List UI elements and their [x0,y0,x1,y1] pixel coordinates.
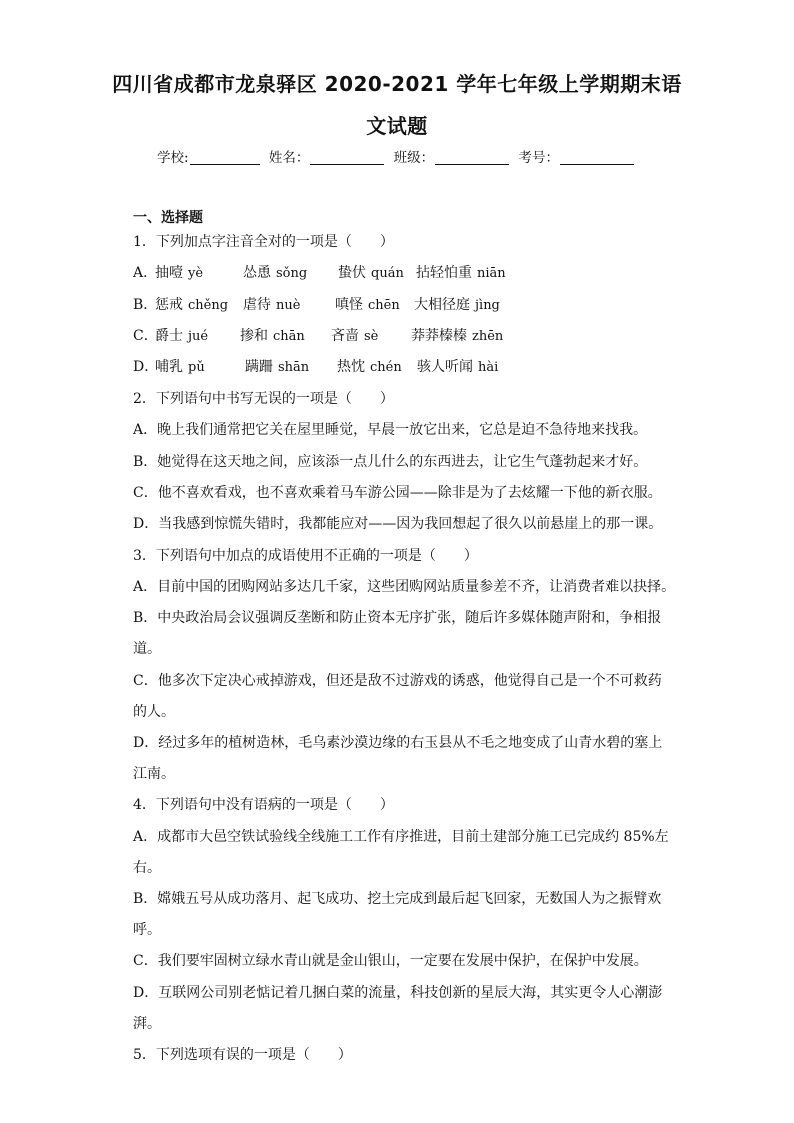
q4-option-b[interactable]: B．嫦娥五号从成功落月、起飞成功、挖土完成到最后起飞回家，无数国人为之振臂欢 [133,891,662,907]
q3-option-d-cont: 江南。 [133,766,175,782]
option-item: 吝啬 sè [331,328,379,344]
school-label: 学校: [157,150,189,166]
q4-option-d-cont: 湃。 [133,1016,161,1032]
q3-option-c-cont: 的人。 [133,704,175,720]
option-item: 大相径庭 jìng [414,297,500,313]
q1-stem: 1．下列加点字注音全对的一项是（ ） [133,234,394,250]
section-heading: 一、选择题 [133,210,203,226]
option-item: 掺和 chān [240,328,305,344]
q3-option-c[interactable]: C．他多次下定决心戒掉游戏，但还是敌不过游戏的诱惑，他觉得自己是一个不可救药 [133,673,662,689]
option-item: 骇人听闻 hài [417,359,499,375]
q2-option-d[interactable]: D．当我感到惊慌失错时，我都能应对——因为我回想起了很久以前悬崖上的那一课。 [133,516,663,532]
option-item: 蹒跚 shān [245,359,310,375]
option-item: 哺乳 pǔ [155,359,205,375]
q5-stem: 5．下列选项有误的一项是（ ） [133,1047,352,1063]
q4-option-a[interactable]: A．成都市大邑空铁试验线全线施工工作有序推进，目前土建部分施工已完成约 85%左 [133,829,669,845]
q4-option-d[interactable]: D．互联网公司别老惦记着几捆白菜的流量，科技创新的星辰大海，其实更令人心潮澎 [133,985,663,1001]
number-label: 考号： [518,150,559,166]
option-item: 惩戒 chěng [155,297,229,313]
exam-title-line1: 四川省成都市龙泉驿区 2020-2021 学年七年级上学期期末语 [112,72,682,96]
name-label: 姓名： [268,150,310,166]
student-info-row [0,146,794,166]
q4-stem: 4．下列语句中没有语病的一项是（ ） [133,797,394,813]
class-label: 班级： [393,150,435,166]
option-item: 拈轻怕重 niān [416,265,506,281]
name-blank[interactable] [310,150,384,165]
q2-stem: 2．下列语句中书写无误的一项是（ ） [133,391,394,407]
q2-option-a[interactable]: A．晚上我们通常把它关在屋里睡觉，早晨一放它出来，它总是迫不急待地来找我。 [133,422,648,438]
option-item: 虐待 nuè [243,297,301,313]
option-item: 莽莽榛榛 zhēn [411,328,504,344]
q3-option-b-cont: 道。 [133,641,161,657]
q4-option-b-cont: 呼。 [133,922,161,938]
q3-option-a[interactable]: A．目前中国的团购网站多达几千家，这些团购网站质量参差不齐，让消费者难以抉择。 [133,579,676,595]
q3-option-d[interactable]: D．经过多年的植树造林，毛乌素沙漠边缘的右玉县从不毛之地变成了山青水碧的塞上 [133,735,663,751]
option-item: 怂恿 sǒng [243,265,308,281]
option-item: 蛰伏 quán [338,265,404,281]
option-label: C． [133,328,158,344]
class-blank[interactable] [435,150,509,165]
option-item: 爵士 jué [155,328,209,344]
option-label: D． [133,359,159,375]
exam-title-line2: 文试题 [366,114,428,138]
q3-stem: 3．下列语句中加点的成语使用不正确的一项是（ ） [133,548,478,564]
option-label: A． [133,265,158,281]
q4-option-c[interactable]: C．我们要牢固树立绿水青山就是金山银山，一定要在发展中保护，在保护中发展。 [133,953,648,969]
q2-option-c[interactable]: C．他不喜欢看戏，也不喜欢乘着马车游公园——除非是为了去炫耀一下他的新衣服。 [133,485,662,501]
q4-option-a-cont: 右。 [133,860,161,876]
number-blank[interactable] [560,150,634,165]
q2-option-b[interactable]: B．她觉得在这天地之间，应该添一点儿什么的东西进去，让它生气蓬勃起来才好。 [133,454,648,470]
option-label: B． [133,297,158,313]
school-blank[interactable] [190,150,260,165]
q3-option-b[interactable]: B．中央政治局会议强调反垄断和防止资本无序扩张，随后许多媒体随声附和，争相报 [133,610,662,626]
option-item: 嗔怪 chēn [335,297,400,313]
option-item: 抽噎 yè [155,265,204,281]
option-item: 热忱 chén [337,359,402,375]
